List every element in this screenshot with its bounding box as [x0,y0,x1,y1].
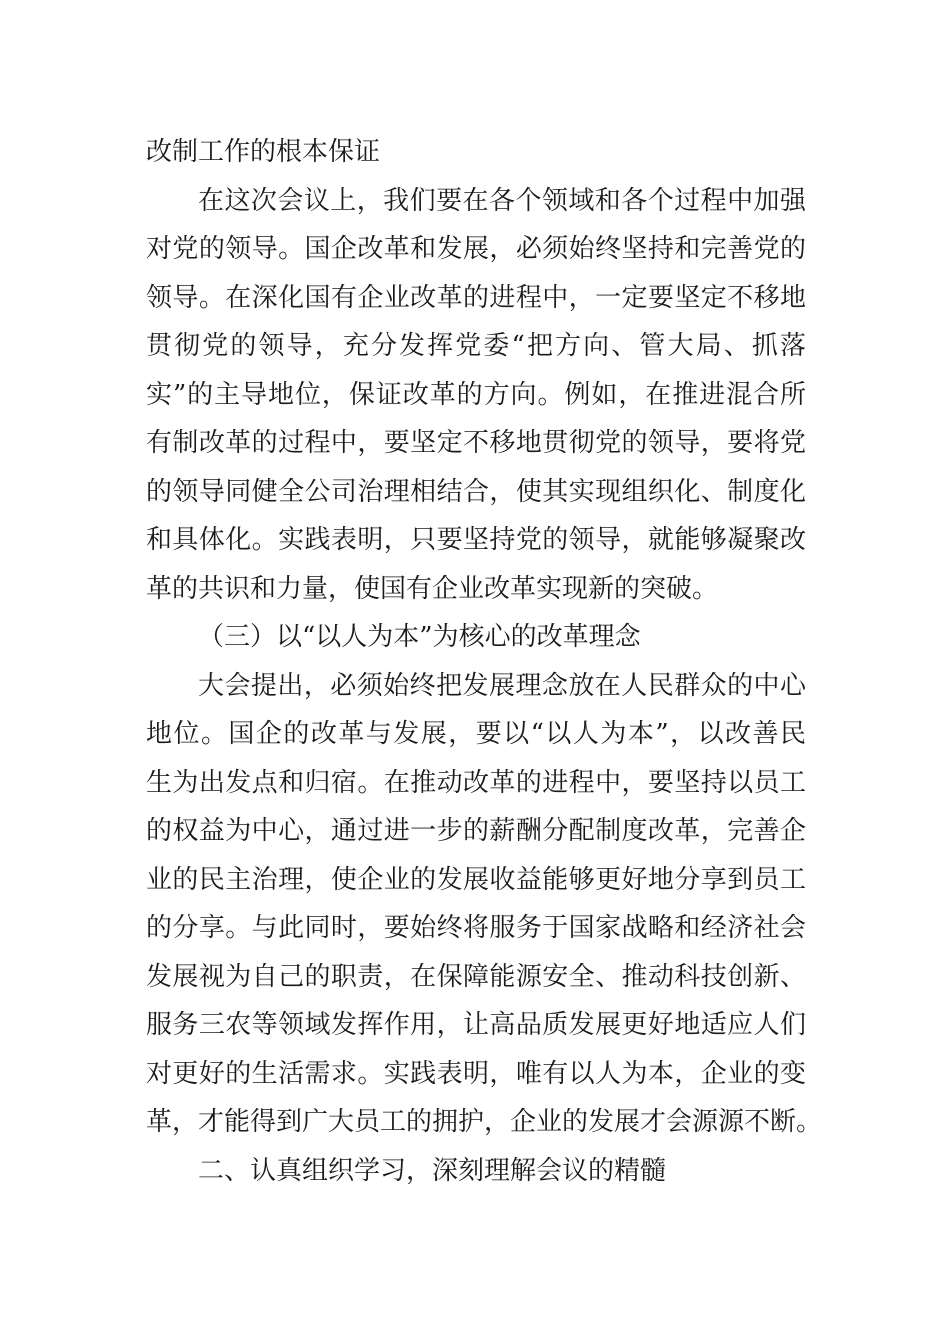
paragraph-line: 革，才能得到广大员工的拥护，企业的发展才会源源不断。 [146,1107,823,1137]
section-heading: （三）以“以人为本”为核心的改革理念 [198,622,641,652]
paragraph-line: 改制工作的根本保证 [146,137,381,167]
paragraph-line: 在这次会议上，我们要在各个领域和各个过程中加强 [198,185,806,216]
document-body [146,128,823,1195]
paragraph-line: 业的民主治理，使企业的发展收益能够更好地分享到员工 [146,864,806,895]
paragraph-line: 的分享。与此同时，要始终将服务于国家战略和经济社会 [146,913,806,943]
paragraph-line: 领导。在深化国有企业改革的进程中，一定要坚定不移地 [146,282,806,313]
paragraph-line: 大会提出，必须始终把发展理念放在人民群众的中心 [198,670,806,701]
paragraph-line: 有制改革的过程中，要坚定不移地贯彻党的领导，要将党 [146,428,806,458]
paragraph-line: 地位。国企的改革与发展，要以“以人为本”，以改善民 [146,719,806,749]
paragraph-line: 贯彻党的领导，充分发挥党委“把方向、管大局、抓落 [146,331,806,361]
paragraph-line: 的领导同健全公司治理相结合，使其实现组织化、制度化 [146,476,806,507]
paragraph-line: 对更好的生活需求。实践表明，唯有以人为本，企业的变 [146,1058,806,1089]
paragraph-line: 和具体化。实践表明，只要坚持党的领导，就能够凝聚改 [146,525,806,555]
paragraph-line: 生为出发点和归宿。在推动改革的进程中，要坚持以员工 [146,767,806,798]
paragraph-line: 对党的领导。国企改革和发展，必须始终坚持和完善党的 [146,234,806,264]
paragraph-line: 实”的主导地位，保证改革的方向。例如，在推进混合所 [146,379,806,410]
paragraph-line: 发展视为自己的职责，在保障能源安全、推动科技创新、 [146,961,806,992]
paragraph-line: 革的共识和力量，使国有企业改革实现新的突破。 [146,573,719,604]
section-heading: 二、认真组织学习，深刻理解会议的精髓 [198,1155,667,1186]
paragraph-line: 服务三农等领域发挥作用，让高品质发展更好地适应人们 [146,1010,806,1040]
paragraph-line: 的权益为中心，通过进一步的薪酬分配制度改革，完善企 [146,816,806,846]
